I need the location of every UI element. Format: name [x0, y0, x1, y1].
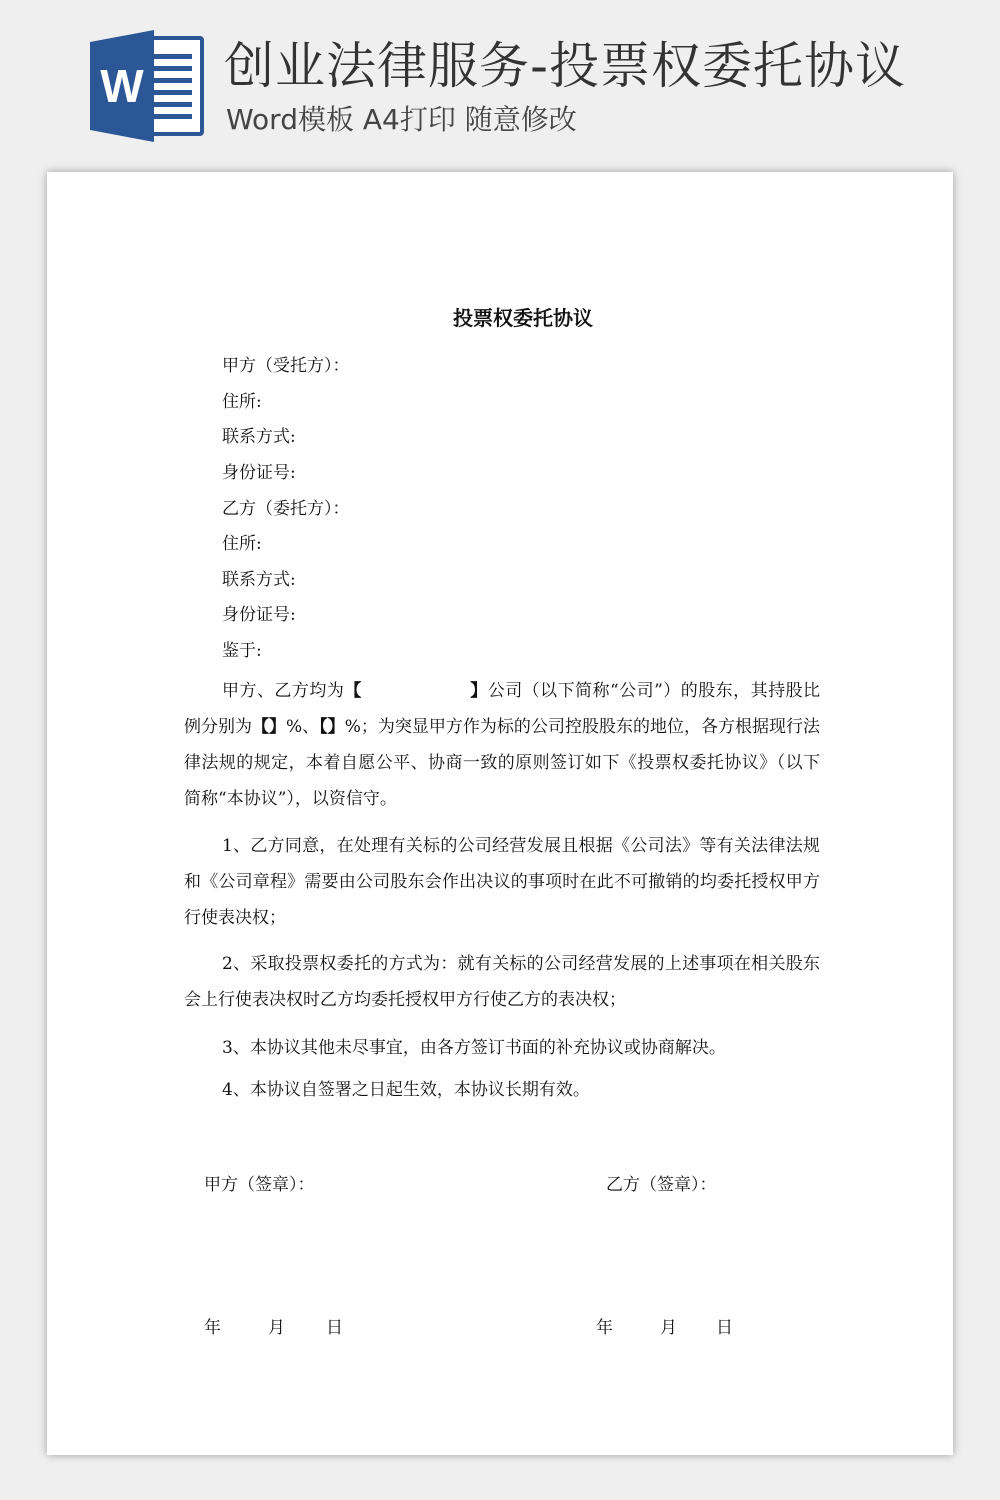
date-year-a: 年	[204, 1318, 221, 1338]
clause-2: 2、采取投票权委托的方式为：就有关标的公司经营发展的上述事项在相关股东会上行使表决权时乙方均委托授权甲方行使乙方的表决权；	[184, 954, 820, 1010]
date-month-a: 月	[268, 1318, 285, 1338]
field-whereas: 鉴于:	[222, 641, 262, 661]
company-bracket-open: 【	[344, 681, 362, 701]
date-line-party-b	[596, 1316, 733, 1340]
field-party-a: 甲方（受托方）：	[222, 356, 350, 376]
clause-4: 4、本协议自签署之日起生效，本协议长期有效。	[222, 1080, 590, 1100]
clause-1: 1、乙方同意，在处理有关标的公司经营发展且根据《公司法》等有关法律法规和《公司章程》需要由公司股东会作出决议的事项时在此不可撤销的均委托授权甲方行使表决权；	[184, 836, 820, 928]
intro-text-4: %；为突显甲方作为标的公司控股股东的地位，各方根据现行法律法规的规定，本着自愿公平、协商一致的原则签订如下《投票权委托协议》（以下简称“本协议”），以资信守。	[184, 717, 821, 809]
date-year-b: 年	[596, 1318, 613, 1338]
field-party-a-id: 身份证号:	[222, 463, 296, 483]
signature-party-a: 甲方（签章）：	[204, 1175, 315, 1195]
intro-text-2: 公司（以下简称“公司”）的股东，其持股比例分别为	[184, 681, 821, 737]
word-icon-letter: W	[100, 60, 144, 112]
field-party-b-contact: 联系方式:	[222, 570, 296, 590]
field-party-b-address: 住所:	[222, 534, 262, 554]
field-party-b-id: 身份证号:	[222, 605, 296, 625]
word-document-icon	[90, 30, 204, 142]
field-party-b: 乙方（委托方）：	[222, 499, 350, 519]
header-banner	[0, 0, 1000, 160]
signature-party-b: 乙方（签章）：	[606, 1175, 717, 1195]
date-day-b: 日	[716, 1318, 733, 1338]
banner-title: 创业法律服务-投票权委托协议	[224, 37, 907, 95]
company-bracket-close: 】	[469, 681, 488, 701]
intro-paragraph	[184, 673, 820, 817]
date-day-a: 日	[326, 1318, 343, 1338]
field-party-a-contact: 联系方式:	[222, 427, 296, 447]
clause-3: 3、本协议其他未尽事宜，由各方签订书面的补充协议或协商解决。	[222, 1038, 726, 1058]
ratio-blank-b: 【】	[319, 717, 345, 737]
date-month-b: 月	[660, 1318, 677, 1338]
ratio-blank-a: 【】	[252, 717, 287, 737]
field-party-a-address: 住所:	[222, 392, 262, 412]
intro-text-1: 甲方、乙方均为	[222, 681, 345, 701]
document-title: 投票权委托协议	[453, 306, 593, 330]
date-line-party-a	[204, 1316, 343, 1340]
banner-subtitle: Word模板 A4打印 随意修改	[226, 103, 577, 136]
intro-text-3: %、	[286, 717, 320, 737]
